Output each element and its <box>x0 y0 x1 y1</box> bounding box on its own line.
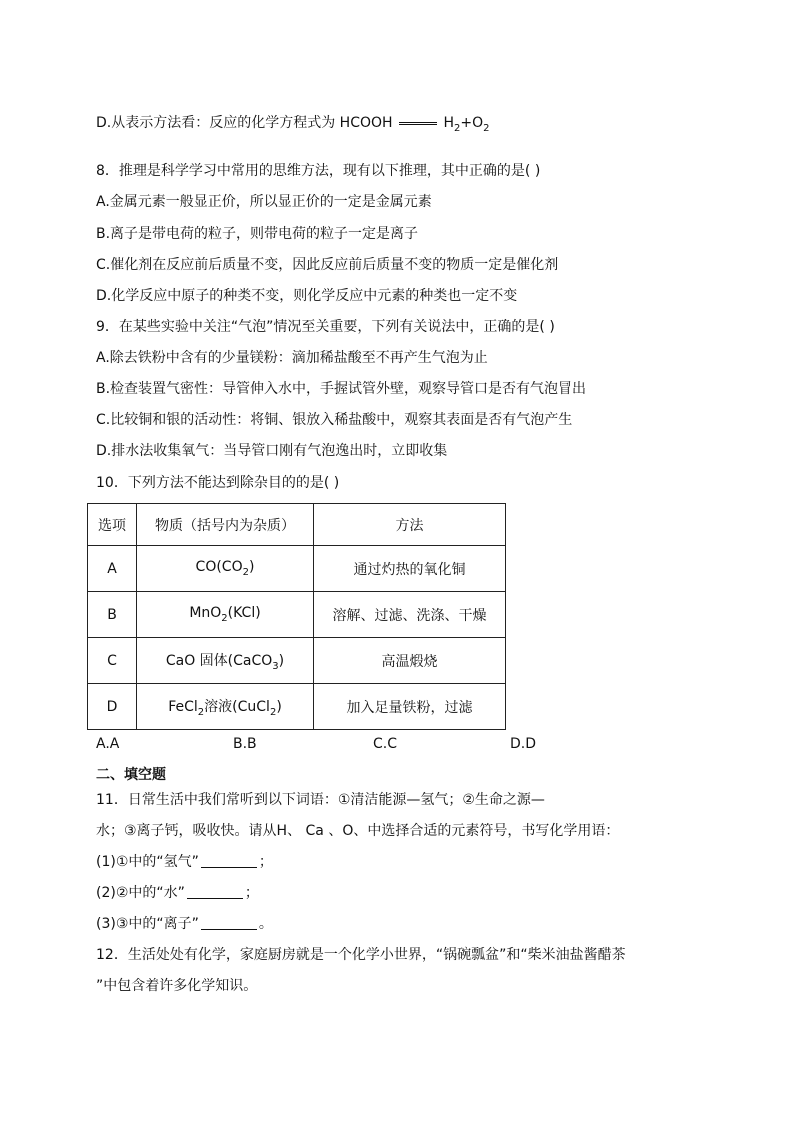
substance-sub: 2 <box>197 706 205 718</box>
q7-option-d-text: D.从表示方法看：反应的化学方程式为 HCOOH <box>96 115 393 131</box>
answer-choice-b[interactable]: B.B <box>233 736 257 752</box>
substance-text: CO(CO <box>195 559 243 575</box>
row-option: C <box>88 638 137 684</box>
substance-end: ) <box>248 559 255 575</box>
q11-part1-end: ； <box>258 854 273 870</box>
row-method: 通过灼热的氧化铜 <box>314 546 506 592</box>
row-method: 高温煅烧 <box>314 638 506 684</box>
q10-stem: 10．下列方法不能达到除杂目的的是( ) <box>96 475 340 491</box>
q11-part3-label: (3)③中的“离子” <box>96 916 199 932</box>
q11-stem-line2: 水；③离子钙，吸收快。请从H、 Ca 、O、中选择合适的元素符号，书写化学用语： <box>96 823 620 839</box>
substance-end: ) <box>276 698 282 715</box>
substance-end: (KCl) <box>227 605 261 621</box>
q9-option-d: D.排水法收集氧气：当导管口刚有气泡逸出时，立即收集 <box>96 443 448 459</box>
substance-mid: 溶液(CuCl <box>204 698 270 715</box>
substance-sub: 2 <box>242 567 249 578</box>
section-title: 二、填空题 <box>96 767 166 783</box>
answer-blank[interactable] <box>201 915 257 930</box>
answer-blank[interactable] <box>201 853 257 868</box>
q7-option-d <box>96 114 490 138</box>
row-method: 溶解、过滤、洗涤、干燥 <box>314 592 506 638</box>
q8-stem: 8．推理是科学学习中常用的思维方法，现有以下推理，其中正确的是( ) <box>96 163 541 179</box>
substance-text: CaO 固体(CaCO <box>165 652 273 669</box>
row-substance <box>137 638 314 684</box>
table-row <box>88 684 506 730</box>
formula-o-sub: 2 <box>483 123 490 134</box>
q11-part3-end: 。 <box>258 916 273 932</box>
formula-h-sub: 2 <box>454 123 461 134</box>
q8-option-c: C.催化剂在反应前后质量不变，因此反应前后质量不变的物质一定是催化剂 <box>96 257 559 273</box>
table-row <box>88 638 506 684</box>
row-option: A <box>88 546 137 592</box>
q8-option-b: B.离子是带电荷的粒子，则带电荷的粒子一定是离子 <box>96 226 419 242</box>
answer-choice-c[interactable]: C.C <box>373 736 398 752</box>
substance-text: FeCl <box>168 698 198 715</box>
substance-end: ) <box>278 652 285 669</box>
header-substance: 物质（括号内为杂质） <box>137 504 314 546</box>
substance-sub-2: 2 <box>269 706 277 718</box>
q11-stem-line1: 11．日常生活中我们常听到以下词语：①清洁能源—氢气；②生命之源— <box>96 792 545 808</box>
q12-stem-line1: 12．生活处处有化学，家庭厨房就是一个化学小世界，“锅碗瓢盆”和“柴米油盐酱醋茶 <box>96 947 626 963</box>
q11-part3 <box>96 915 273 933</box>
substance-sub: 2 <box>221 613 228 624</box>
table-header-row <box>88 504 506 546</box>
formula-h: H <box>443 115 454 131</box>
header-option: 选项 <box>88 504 137 546</box>
q11-part1 <box>96 853 273 871</box>
q8-option-a: A.金属元素一般显正价，所以显正价的一定是金属元素 <box>96 194 432 210</box>
q12-stem-line2: ”中包含着许多化学知识。 <box>96 978 258 994</box>
q11-part2 <box>96 884 259 902</box>
q11-part2-label: (2)②中的“水” <box>96 885 185 901</box>
q11-part2-end: ； <box>244 885 259 901</box>
q9-option-a: A.除去铁粉中含有的少量镁粉：滴加稀盐酸至不再产生气泡为止 <box>96 350 488 366</box>
q8-option-d: D.化学反应中原子的种类不变，则化学反应中元素的种类也一定不变 <box>96 288 518 304</box>
table-row <box>88 592 506 638</box>
q10-answer-choices <box>0 735 794 753</box>
q9-option-c: C.比较铜和银的活动性：将铜、银放入稀盐酸中，观察其表面是否有气泡产生 <box>96 412 573 428</box>
row-method: 加入足量铁粉，过滤 <box>314 684 506 730</box>
answer-choice-d[interactable]: D.D <box>510 736 537 752</box>
row-substance <box>137 592 314 638</box>
formula-plus-o: +O <box>460 115 484 131</box>
q11-part1-label: (1)①中的“氢气” <box>96 854 199 870</box>
row-option: B <box>88 592 137 638</box>
table-row <box>88 546 506 592</box>
q9-option-b: B.检查装置气密性：导管伸入水中，手握试管外壁，观察导管口是否有气泡冒出 <box>96 381 587 397</box>
header-method: 方法 <box>314 504 506 546</box>
row-substance <box>137 546 314 592</box>
row-option: D <box>88 684 137 730</box>
q9-stem: 9．在某些实验中关注“气泡”情况至关重要，下列有关说法中，正确的是( ) <box>96 319 555 335</box>
substance-sub: 3 <box>272 660 279 672</box>
q10-options-table <box>87 503 506 730</box>
answer-choice-a[interactable]: A.A <box>96 736 120 752</box>
row-substance <box>137 684 314 730</box>
substance-text: MnO <box>189 605 222 621</box>
equals-sign <box>399 122 437 125</box>
answer-blank[interactable] <box>187 884 243 899</box>
